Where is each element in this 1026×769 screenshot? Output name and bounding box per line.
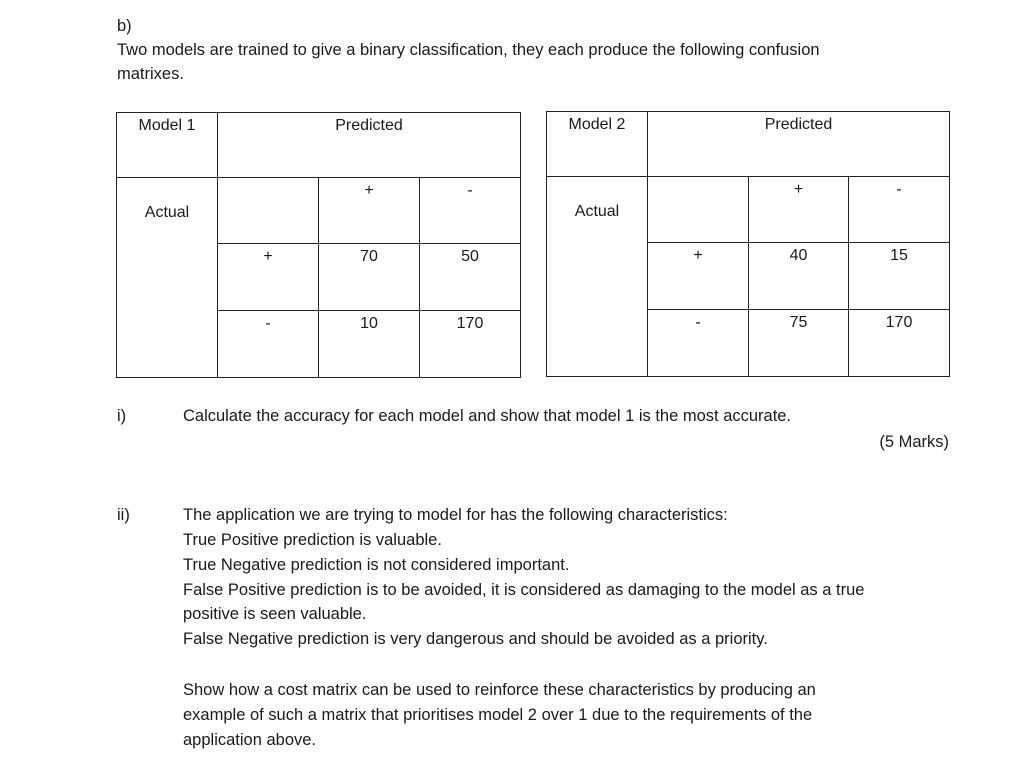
model1-actual-label: Actual	[117, 178, 218, 378]
model2-name: Model 2	[547, 112, 648, 177]
model2-cell-fp: 75	[749, 310, 849, 377]
model2-col-negative: -	[849, 177, 950, 243]
question-2-line: The application we are trying to model for has the following characteristics:	[183, 506, 728, 524]
question-2-line: True Positive prediction is valuable.	[183, 531, 442, 549]
model1-col-negative: -	[420, 178, 521, 244]
model1-confusion-matrix	[116, 112, 521, 378]
model1-cell-fp: 10	[319, 311, 420, 378]
model1-row-positive: +	[218, 244, 319, 311]
model2-empty-corner	[648, 177, 749, 243]
intro-text-line2: matrixes.	[117, 65, 184, 83]
model2-actual-label: Actual	[547, 177, 648, 377]
question-2-line: positive is seen valuable.	[183, 605, 367, 623]
model1-empty-corner	[218, 178, 319, 244]
question-2-followup-line: example of such a matrix that prioritises model 2 over 1 due to the requirements of the	[183, 706, 813, 724]
model2-col-positive: +	[749, 177, 849, 243]
question-2-line: False Positive prediction is to be avoided, it is considered as damaging to the model as a true	[183, 581, 865, 599]
model1-name: Model 1	[117, 113, 218, 178]
question-2-followup-line: Show how a cost matrix can be used to reinforce these characteristics by producing an	[183, 681, 816, 699]
model2-row-positive: +	[648, 243, 749, 310]
question-2-number: ii)	[117, 506, 130, 524]
model1-cell-tn: 170	[420, 311, 521, 378]
model2-cell-tp: 40	[749, 243, 849, 310]
model1-col-positive: +	[319, 178, 420, 244]
section-label: b)	[117, 17, 132, 35]
question-2-followup-line: application above.	[183, 731, 317, 749]
question-1-marks: (5 Marks)	[879, 433, 949, 451]
model2-row-negative: -	[648, 310, 749, 377]
model1-row-negative: -	[218, 311, 319, 378]
model2-predicted-header: Predicted	[648, 112, 950, 177]
model2-confusion-matrix	[546, 111, 950, 377]
model2-cell-tn: 170	[849, 310, 950, 377]
intro-text-line1: Two models are trained to give a binary classification, they each produce the following confusion	[117, 41, 820, 59]
question-2-line: True Negative prediction is not considered important.	[183, 556, 570, 574]
question-2-line: False Negative prediction is very dangerous and should be avoided as a priority.	[183, 630, 768, 648]
model1-cell-tp: 70	[319, 244, 420, 311]
model1-predicted-header: Predicted	[218, 113, 521, 178]
model1-cell-fn: 50	[420, 244, 521, 311]
question-1-number: i)	[117, 407, 127, 425]
question-1-text: Calculate the accuracy for each model and show that model 1 is the most accurate.	[183, 407, 792, 425]
model2-cell-fn: 15	[849, 243, 950, 310]
